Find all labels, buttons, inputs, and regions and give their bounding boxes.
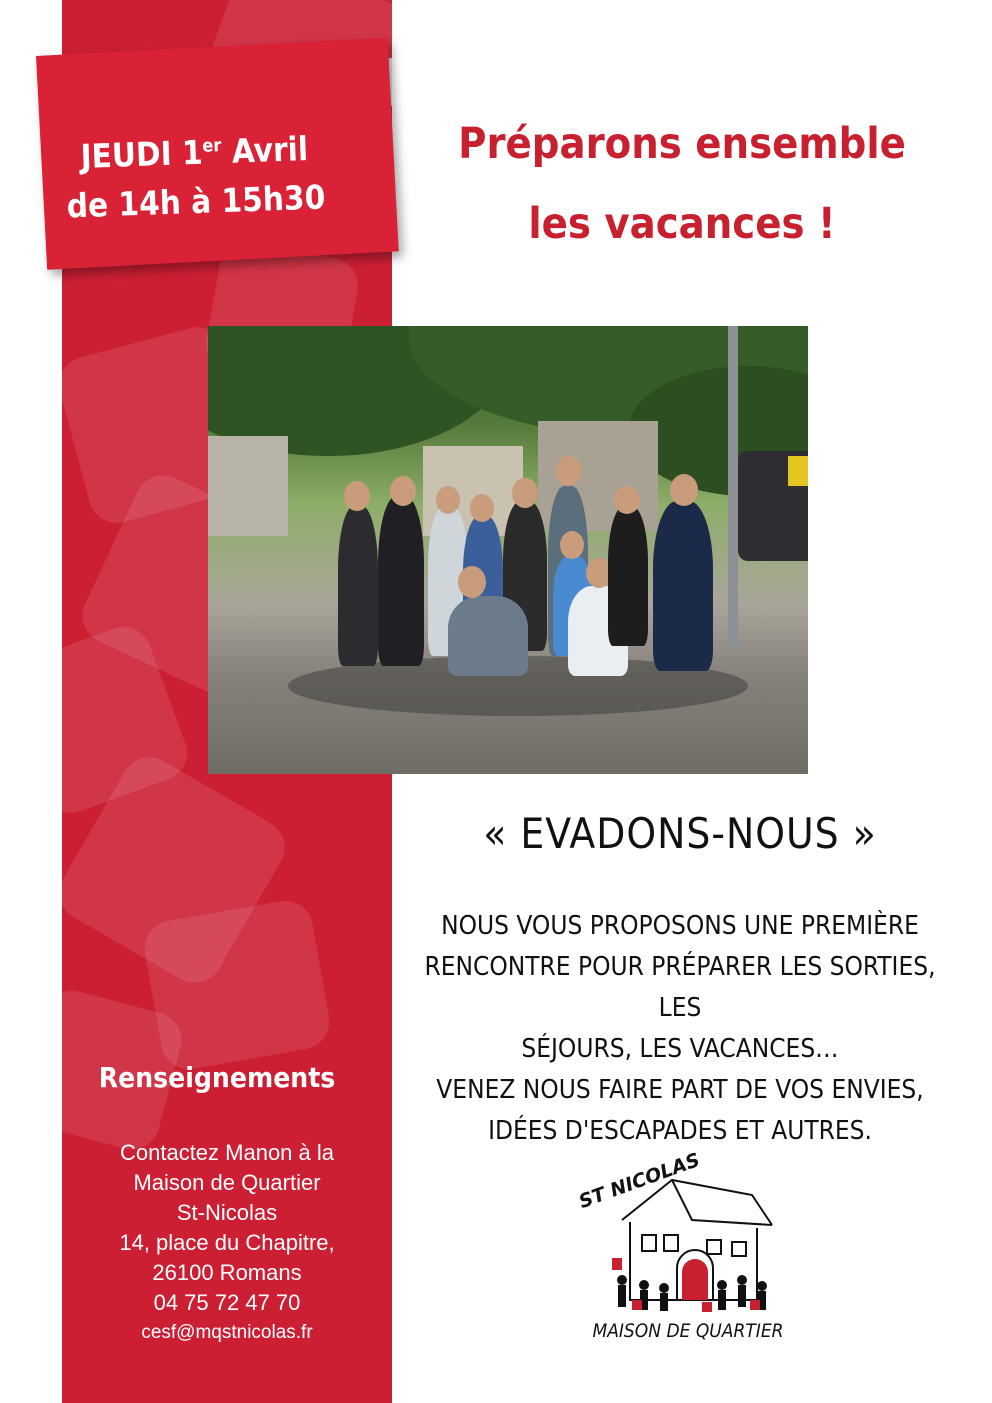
contact-phone: 04 75 72 47 70 xyxy=(153,1290,301,1315)
title-line-1: Préparons ensemble xyxy=(458,119,906,169)
event-date xyxy=(34,116,355,231)
contact-line: Contactez Manon à la xyxy=(119,1140,335,1165)
contact-line: St-Nicolas xyxy=(176,1200,278,1225)
description-line: VENEZ NOUS FAIRE PART DE VOS ENVIES, xyxy=(436,1075,924,1105)
info-heading: Renseignements xyxy=(98,1061,336,1094)
contact-city: 26100 Romans xyxy=(152,1260,302,1285)
logo-subtitle: MAISON DE QUARTIER xyxy=(592,1320,784,1342)
group-photo xyxy=(208,326,808,774)
description-line: SÉJOURS, LES VACANCES… xyxy=(521,1034,839,1064)
title-line-2: les vacances ! xyxy=(528,199,836,249)
description-line: IDÉES D'ESCAPADES ET AUTRES. xyxy=(488,1116,872,1146)
event-subtitle: « EVADONS-NOUS » xyxy=(483,809,877,858)
event-day: JEUDI 1er Avril xyxy=(79,129,309,176)
contact-line: Maison de Quartier xyxy=(133,1170,321,1195)
description-line: NOUS VOUS PROPOSONS UNE PREMIÈRE xyxy=(441,911,919,941)
contact-info xyxy=(62,1138,392,1348)
logo-title: ST NICOLAS xyxy=(576,1148,703,1214)
contact-address: 14, place du Chapitre, xyxy=(119,1230,335,1255)
description-line: RENCONTRE POUR PRÉPARER LES SORTIES, LES xyxy=(424,952,936,1023)
contact-email[interactable]: cesf@mqstnicolas.fr xyxy=(141,1322,313,1343)
page-title xyxy=(420,104,944,264)
event-time: de 14h à 15h30 xyxy=(66,177,326,226)
event-description xyxy=(420,906,940,1152)
